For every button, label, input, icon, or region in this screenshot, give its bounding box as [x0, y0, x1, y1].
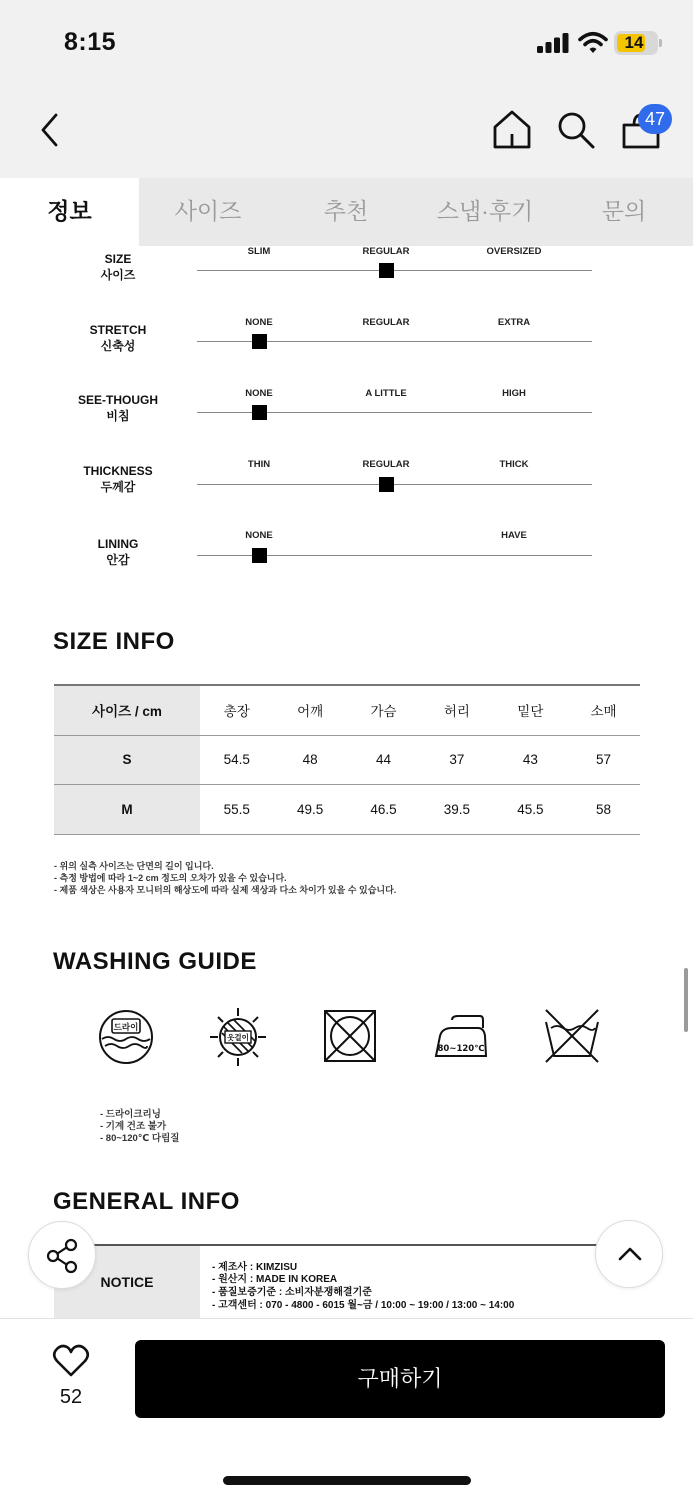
wash-note: - 드라이크리닝	[100, 1109, 161, 1120]
battery-indicator	[614, 31, 658, 55]
size-table	[54, 684, 640, 835]
notice-label: NOTICE	[54, 1246, 200, 1318]
scale-word: HIGH	[502, 388, 526, 399]
scale-word: HAVE	[501, 530, 527, 541]
back-chevron-icon[interactable]	[34, 110, 68, 150]
scale-word: NONE	[245, 388, 273, 399]
fit-label-lining: LINING 안감	[97, 537, 139, 567]
cellular-signal-icon	[537, 33, 569, 53]
scale-word: NONE	[245, 317, 273, 328]
scale-word: REGULAR	[362, 246, 410, 257]
size-note: - 측정 방법에 따라 1~2 cm 정도의 오차가 있을 수 있습니다.	[54, 873, 287, 883]
scale-marker	[379, 263, 394, 278]
sun-label: 옷걸이	[227, 1033, 249, 1042]
no-wash-icon	[542, 1006, 602, 1066]
iron-icon	[428, 1006, 492, 1066]
wifi-icon	[578, 31, 608, 55]
buy-button[interactable]: 구매하기	[135, 1340, 665, 1418]
section-tabs	[0, 178, 693, 246]
scale-word: A LITTLE	[365, 388, 407, 399]
scale-word: REGULAR	[362, 317, 410, 328]
fit-label-size: SIZE 사이즈	[100, 252, 136, 282]
cart-count-badge: 47	[638, 104, 672, 134]
fit-label-see-through: SEE-THOUGH 비침	[77, 393, 158, 423]
scale-marker	[252, 548, 267, 563]
iron-temp-label: 80~120℃	[437, 1044, 485, 1054]
table-row: M 55.5 49.5 46.5 39.5 45.5 58	[54, 784, 640, 834]
top-bar	[0, 0, 693, 178]
fit-label-stretch: STRETCH 신축성	[89, 323, 147, 353]
scale-word: NONE	[245, 530, 273, 541]
size-note: - 위의 실측 사이즈는 단면의 길이 입니다.	[54, 861, 214, 871]
general-info-title: GENERAL INFO	[53, 1188, 240, 1215]
share-icon	[45, 1238, 81, 1274]
wash-note: - 기계 건조 불가	[100, 1121, 167, 1132]
status-time: 8:15	[64, 28, 117, 56]
washing-guide-title: WASHING GUIDE	[53, 948, 257, 975]
wash-note: - 80~120℃ 다림질	[100, 1133, 180, 1144]
tab-size[interactable]: 사이즈	[174, 198, 242, 224]
scale-marker	[379, 477, 394, 492]
tab-inquiry[interactable]: 문의	[601, 198, 647, 224]
share-button[interactable]	[28, 1221, 96, 1289]
table-row: S 54.5 48 44 37 43 57	[54, 735, 640, 784]
scale-line	[197, 484, 592, 485]
search-icon[interactable]	[556, 110, 596, 150]
chevron-up-icon	[616, 1243, 644, 1265]
battery-level: 14	[624, 33, 644, 52]
dry-clean-icon	[96, 1006, 156, 1066]
tab-info[interactable]: 정보	[0, 178, 139, 246]
scale-marker	[252, 405, 267, 420]
scale-word: EXTRA	[497, 317, 531, 328]
heart-icon[interactable]	[52, 1344, 90, 1378]
like-count: 52	[59, 1386, 83, 1408]
shade-dry-icon	[208, 1006, 268, 1066]
scale-word: OVERSIZED	[486, 246, 542, 257]
notice-line-origin: - 원산지 : MADE IN KOREA	[212, 1274, 338, 1285]
notice-line-warranty: - 품질보증기준 : 소비자분쟁해결기준	[212, 1287, 372, 1298]
scale-word: SLIM	[247, 246, 271, 257]
table-header-row: 사이즈 / cm 총장 어깨 가슴 허리 밑단 소매	[54, 685, 640, 735]
tab-snap-review[interactable]: 스냅·후기	[436, 198, 534, 224]
size-note: - 제품 색상은 사용자 모니터의 해상도에 따라 실제 색상과 다소 차이가 있을 수 있습니다.	[54, 885, 397, 895]
scale-word: THICK	[499, 459, 529, 470]
no-tumble-dry-icon	[320, 1006, 380, 1066]
home-icon[interactable]	[491, 108, 533, 150]
fit-label-thickness: THICKNESS 두께감	[83, 464, 153, 494]
scale-marker	[252, 334, 267, 349]
notice-line-customer-center: - 고객센터 : 070 - 4800 - 6015 월~금 / 10:00 ~ 19:00 / 13:00 ~ 14:00	[212, 1300, 515, 1311]
notice-line-maker: - 제조사 : KIMZISU	[212, 1262, 298, 1273]
scroll-top-button[interactable]	[595, 1220, 663, 1288]
home-indicator	[223, 1476, 471, 1485]
tab-recommend[interactable]: 추천	[323, 198, 369, 224]
scale-word: REGULAR	[362, 459, 410, 470]
scrollbar[interactable]	[684, 968, 688, 1032]
scale-word: THIN	[247, 459, 271, 470]
scale-line	[197, 270, 592, 271]
dry-label: 드라이	[113, 1023, 139, 1033]
size-info-title: SIZE INFO	[53, 628, 175, 655]
